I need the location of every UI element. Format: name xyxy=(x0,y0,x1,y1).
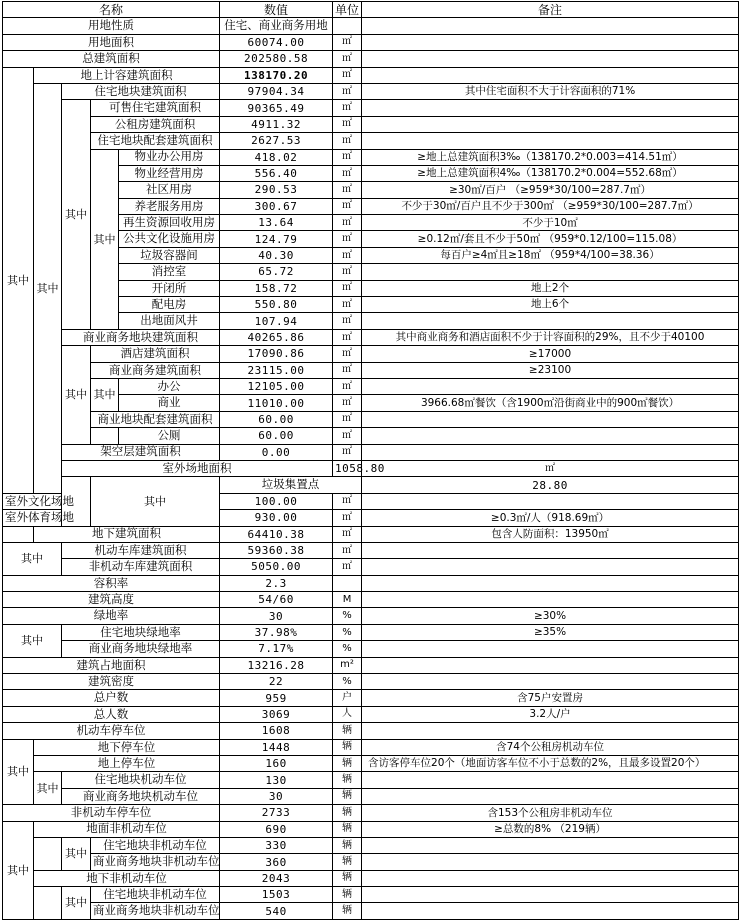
row-note xyxy=(362,444,739,460)
row-unit: ㎡ xyxy=(333,247,362,263)
row-label: 商业商务建筑面积 xyxy=(91,362,220,378)
row-label: 住宅地块绿地率 xyxy=(62,624,220,640)
row-label: 住宅地块非机动车位 xyxy=(91,887,220,903)
row-note xyxy=(362,559,739,575)
row-label: 机动车库建筑面积 xyxy=(62,542,220,558)
row-label: 商业商务地块非机动车位 xyxy=(91,854,220,870)
row-unit: 人 xyxy=(333,706,362,722)
row-value: 17090.86 xyxy=(220,346,333,362)
row-value: 130 xyxy=(220,772,333,788)
row-value: 住宅、商业商务用地 xyxy=(220,18,333,34)
row-label: 地下停车位 xyxy=(34,739,220,755)
row-label: 商业商务地块机动车位 xyxy=(62,788,220,804)
row-unit xyxy=(333,18,362,34)
row-value: 930.00 xyxy=(220,510,333,526)
row-value: 540 xyxy=(220,903,333,919)
row-value: 37.98% xyxy=(220,624,333,640)
row-unit: 辆 xyxy=(333,870,362,886)
row-value: 158.72 xyxy=(220,280,333,296)
row-label: 垃圾集置点 xyxy=(220,477,362,493)
row-note: 含153个公租房非机动车位 xyxy=(362,805,739,821)
row-note: 地上6个 xyxy=(362,297,739,313)
row-label: 社区用房 xyxy=(119,182,220,198)
row-label: 养老服务用房 xyxy=(119,198,220,214)
row-note: ≥30㎡/百户 （≥959*30/100=287.7㎡） xyxy=(362,182,739,198)
row-note xyxy=(362,903,739,919)
row-unit: M xyxy=(333,592,362,608)
row-label: 出地面风井 xyxy=(119,313,220,329)
row-label: 商业 xyxy=(119,395,220,411)
row-note: 包含人防面积：13950㎡ xyxy=(362,526,739,542)
row-value: 2.3 xyxy=(220,575,333,591)
row-value: 13216.28 xyxy=(220,657,333,673)
group-label-qizhong: 其中 xyxy=(34,83,62,493)
row-label: 酒店建筑面积 xyxy=(91,346,220,362)
table-row xyxy=(3,624,739,640)
row-unit: ㎡ xyxy=(333,231,362,247)
row-label: 建筑密度 xyxy=(3,674,220,690)
table-row xyxy=(3,559,739,575)
row-note: 含75户安置房 xyxy=(362,690,739,706)
row-unit: ㎡ xyxy=(362,460,739,476)
row-unit: ㎡ xyxy=(333,395,362,411)
table-row xyxy=(3,772,739,788)
row-unit: ㎡ xyxy=(333,411,362,427)
row-note: 不少于30㎡/百户且不少于300㎡ （≥959*30/100=287.7㎡） xyxy=(362,198,739,214)
row-value: 100.00 xyxy=(220,493,333,509)
row-value: 40.30 xyxy=(220,247,333,263)
row-unit: 辆 xyxy=(333,805,362,821)
row-note: 地上2个 xyxy=(362,280,739,296)
table-row xyxy=(3,854,739,870)
row-unit: 户 xyxy=(333,690,362,706)
table-row xyxy=(3,542,739,558)
row-value: 418.02 xyxy=(220,149,333,165)
row-unit: 辆 xyxy=(333,723,362,739)
row-value: 22 xyxy=(220,674,333,690)
table-row xyxy=(3,460,739,476)
row-note xyxy=(362,411,739,427)
group-label-qizhong: 其中 xyxy=(3,739,34,805)
table-row xyxy=(3,608,739,624)
row-note: ≥30% xyxy=(362,608,739,624)
table-row xyxy=(3,903,739,919)
row-label: 室外文化场地 xyxy=(3,493,62,509)
group-label-qizhong: 其中 xyxy=(62,100,91,329)
row-value: 0.00 xyxy=(220,444,333,460)
row-note xyxy=(362,428,739,444)
row-value: 690 xyxy=(220,821,333,837)
row-value: 7.17% xyxy=(220,641,333,657)
row-note: ≥23100 xyxy=(362,362,739,378)
table-row xyxy=(3,674,739,690)
row-unit: % xyxy=(333,674,362,690)
row-value: 1058.80 xyxy=(333,460,362,476)
row-unit: ㎡ xyxy=(333,83,362,99)
row-note xyxy=(362,657,739,673)
row-unit: ㎡ xyxy=(333,362,362,378)
row-value: 1608 xyxy=(220,723,333,739)
row-label: 公租房建筑面积 xyxy=(91,116,220,132)
row-unit: ㎡ xyxy=(333,149,362,165)
row-unit: 辆 xyxy=(333,887,362,903)
table-row xyxy=(3,788,739,804)
row-note xyxy=(362,772,739,788)
table-row xyxy=(3,526,739,542)
table-row xyxy=(3,34,739,50)
row-value: 3069 xyxy=(220,706,333,722)
row-unit: % xyxy=(333,608,362,624)
row-unit: 辆 xyxy=(333,837,362,853)
row-value: 330 xyxy=(220,837,333,853)
row-value: 138170.20 xyxy=(220,67,333,83)
row-value: 4911.32 xyxy=(220,116,333,132)
row-label: 非机动车停车位 xyxy=(3,805,220,821)
row-label: 绿地率 xyxy=(3,608,220,624)
row-note: 含74个公租房机动车位 xyxy=(362,739,739,755)
table-row xyxy=(3,346,739,362)
row-note xyxy=(362,67,739,83)
row-value: 60.00 xyxy=(220,428,333,444)
row-value: 23115.00 xyxy=(220,362,333,378)
row-value: 202580.58 xyxy=(220,51,333,67)
row-value: 65.72 xyxy=(220,264,333,280)
row-unit: ㎡ xyxy=(333,51,362,67)
row-unit: 辆 xyxy=(333,788,362,804)
row-value: 360 xyxy=(220,854,333,870)
row-note xyxy=(362,887,739,903)
row-value: 28.80 xyxy=(362,477,739,493)
row-note xyxy=(362,575,739,591)
row-label: 开闭所 xyxy=(119,280,220,296)
row-unit: ㎡ xyxy=(333,559,362,575)
row-unit: ㎡ xyxy=(333,67,362,83)
row-label: 住宅地块建筑面积 xyxy=(62,83,220,99)
group-label-qizhong: 其中 xyxy=(91,149,119,329)
row-value: 60074.00 xyxy=(220,34,333,50)
table-row xyxy=(3,329,739,345)
row-value: 290.53 xyxy=(220,182,333,198)
row-note xyxy=(362,592,739,608)
row-value: 13.64 xyxy=(220,215,333,231)
table-row xyxy=(3,100,739,116)
row-unit: ㎡ xyxy=(333,264,362,280)
row-value: 2043 xyxy=(220,870,333,886)
group-label-qizhong: 其中 xyxy=(62,837,91,870)
empty-cell xyxy=(91,428,119,444)
row-note: 含访客停车位20个（地面访客车位不小于总数的2%，且最多设置20个） xyxy=(362,755,739,771)
row-unit: 辆 xyxy=(333,739,362,755)
row-note xyxy=(362,837,739,853)
row-unit: % xyxy=(333,624,362,640)
row-unit: ㎡ xyxy=(333,493,362,509)
row-label: 商业商务地块建筑面积 xyxy=(62,329,220,345)
row-unit: ㎡ xyxy=(333,133,362,149)
row-note xyxy=(362,313,739,329)
table-row xyxy=(3,592,739,608)
row-unit: ㎡ xyxy=(333,34,362,50)
row-unit: ㎡ xyxy=(333,329,362,345)
row-value: 54/60 xyxy=(220,592,333,608)
row-unit: ㎡ xyxy=(333,100,362,116)
row-note: ≥地上总建筑面积3‰（138170.2*0.003=414.51㎡） xyxy=(362,149,739,165)
row-unit: ㎡ xyxy=(333,346,362,362)
row-unit: % xyxy=(333,641,362,657)
row-label: 用地面积 xyxy=(3,34,220,50)
row-label: 物业经营用房 xyxy=(119,165,220,181)
table-row xyxy=(3,837,739,853)
table-row xyxy=(3,116,739,132)
row-unit: 辆 xyxy=(333,821,362,837)
table-row xyxy=(3,378,739,394)
row-label: 总人数 xyxy=(3,706,220,722)
row-value: 107.94 xyxy=(220,313,333,329)
row-label: 公厕 xyxy=(119,428,220,444)
table-row xyxy=(3,755,739,771)
row-unit: 辆 xyxy=(333,772,362,788)
empty-cell xyxy=(34,837,62,870)
group-label-qizhong: 其中 xyxy=(34,772,62,805)
row-note: 其中商业商务和酒店面积不少于计容面积的29%，且不少于40100 xyxy=(362,329,739,345)
row-value: 2627.53 xyxy=(220,133,333,149)
table-row xyxy=(3,428,739,444)
row-label: 建筑占地面积 xyxy=(3,657,220,673)
table-row xyxy=(3,657,739,673)
row-label: 办公 xyxy=(119,378,220,394)
row-unit: 辆 xyxy=(333,854,362,870)
row-label: 商业商务地块绿地率 xyxy=(62,641,220,657)
table-row xyxy=(3,887,739,903)
row-value: 1448 xyxy=(220,739,333,755)
row-unit: ㎡ xyxy=(333,313,362,329)
row-value: 90365.49 xyxy=(220,100,333,116)
row-label: 住宅地块配套建筑面积 xyxy=(91,133,220,149)
row-note xyxy=(362,854,739,870)
planning-indicator-table xyxy=(2,1,739,920)
header-name: 名称 xyxy=(3,2,220,18)
row-note xyxy=(362,493,739,509)
table-row xyxy=(3,18,739,34)
row-note xyxy=(362,100,739,116)
row-unit: ㎡ xyxy=(333,165,362,181)
table-row xyxy=(3,739,739,755)
row-label: 地上停车位 xyxy=(34,755,220,771)
row-value: 300.67 xyxy=(220,198,333,214)
table-row xyxy=(3,149,739,165)
row-label: 可售住宅建筑面积 xyxy=(91,100,220,116)
row-label: 地面非机动车位 xyxy=(34,821,220,837)
table-row xyxy=(3,51,739,67)
row-label: 物业办公用房 xyxy=(119,149,220,165)
table-row xyxy=(3,641,739,657)
row-unit: ㎡ xyxy=(333,526,362,542)
row-unit: ㎡ xyxy=(333,444,362,460)
row-note xyxy=(362,116,739,132)
table-row xyxy=(3,133,739,149)
row-label: 商业地块配套建筑面积 xyxy=(91,411,220,427)
row-value: 2733 xyxy=(220,805,333,821)
row-note xyxy=(362,723,739,739)
row-value: 11010.00 xyxy=(220,395,333,411)
table-row xyxy=(3,870,739,886)
row-label: 建筑高度 xyxy=(3,592,220,608)
table-row xyxy=(3,411,739,427)
group-label-qizhong: 其中 xyxy=(62,887,91,920)
table-row xyxy=(3,444,739,460)
table-row xyxy=(3,706,739,722)
table-row xyxy=(3,575,739,591)
row-note: ≥地上总建筑面积4‰（138170.2*0.004=552.68㎡） xyxy=(362,165,739,181)
row-label: 配电房 xyxy=(119,297,220,313)
row-unit xyxy=(333,575,362,591)
group-label-qizhong: 其中 xyxy=(3,821,34,919)
row-label: 商业商务地块非机动车位 xyxy=(91,903,220,919)
row-unit: 辆 xyxy=(333,903,362,919)
group-label-qizhong: 其中 xyxy=(3,542,62,575)
row-unit: ㎡ xyxy=(333,182,362,198)
row-note: 3966.68㎡餐饮（含1900㎡沿街商业中的900㎡餐饮） xyxy=(362,395,739,411)
header-unit: 单位 xyxy=(333,2,362,18)
row-unit: ㎡ xyxy=(333,198,362,214)
row-unit: ㎡ xyxy=(333,510,362,526)
row-note xyxy=(362,641,739,657)
row-label: 地下非机动车位 xyxy=(34,870,220,886)
row-note: 3.2人/户 xyxy=(362,706,739,722)
header-note: 备注 xyxy=(362,2,739,18)
row-label: 住宅地块机动车位 xyxy=(62,772,220,788)
row-value: 124.79 xyxy=(220,231,333,247)
row-value: 556.40 xyxy=(220,165,333,181)
row-value: 40265.86 xyxy=(220,329,333,345)
row-label: 消控室 xyxy=(119,264,220,280)
row-label: 地上计容建筑面积 xyxy=(34,67,220,83)
table-row xyxy=(3,83,739,99)
row-label: 地下建筑面积 xyxy=(34,526,220,542)
row-unit: ㎡ xyxy=(333,215,362,231)
row-note: ≥17000 xyxy=(362,346,739,362)
row-value: 64410.38 xyxy=(220,526,333,542)
row-note: ≥0.12㎡/套且不少于50㎡ （959*0.12/100=115.08） xyxy=(362,231,739,247)
row-label: 垃圾容器间 xyxy=(119,247,220,263)
row-value: 59360.38 xyxy=(220,542,333,558)
row-note xyxy=(362,378,739,394)
row-value: 30 xyxy=(220,788,333,804)
row-label: 架空层建筑面积 xyxy=(62,444,220,460)
row-label: 用地性质 xyxy=(3,18,220,34)
row-value: 550.80 xyxy=(220,297,333,313)
group-label-qizhong: 其中 xyxy=(3,67,34,493)
group-label-qizhong: 其中 xyxy=(62,346,91,444)
row-note xyxy=(362,788,739,804)
row-value: 5050.00 xyxy=(220,559,333,575)
row-note xyxy=(362,542,739,558)
row-label: 住宅地块非机动车位 xyxy=(91,837,220,853)
row-value: 60.00 xyxy=(220,411,333,427)
row-unit: 辆 xyxy=(333,755,362,771)
table-row xyxy=(3,690,739,706)
row-label: 总建筑面积 xyxy=(3,51,220,67)
row-value: 12105.00 xyxy=(220,378,333,394)
row-note xyxy=(362,18,739,34)
table-row xyxy=(3,723,739,739)
empty-cell xyxy=(3,526,34,542)
group-label-qizhong: 其中 xyxy=(91,378,119,411)
row-unit: ㎡ xyxy=(333,280,362,296)
row-label: 室外场地面积 xyxy=(62,460,333,476)
row-unit: ㎡ xyxy=(333,297,362,313)
row-note xyxy=(362,264,739,280)
row-label: 机动车停车位 xyxy=(3,723,220,739)
row-unit: m² xyxy=(333,657,362,673)
row-value: 30 xyxy=(220,608,333,624)
row-label: 公共文化设施用房 xyxy=(119,231,220,247)
row-value: 97904.34 xyxy=(220,83,333,99)
row-label: 非机动车库建筑面积 xyxy=(62,559,220,575)
row-note: 每百户≥4㎡且≥18㎡ （959*4/100=38.36） xyxy=(362,247,739,263)
row-note: 不少于10㎡ xyxy=(362,215,739,231)
row-note xyxy=(362,870,739,886)
row-unit: ㎡ xyxy=(333,542,362,558)
row-label: 室外体育场地 xyxy=(3,510,62,526)
row-note xyxy=(362,674,739,690)
row-note xyxy=(362,34,739,50)
table-row xyxy=(3,821,739,837)
table-row xyxy=(3,805,739,821)
row-note: 其中住宅面积不大于计容面积的71% xyxy=(362,83,739,99)
row-note: ≥0.3㎡/人（918.69㎡） xyxy=(362,510,739,526)
empty-cell xyxy=(34,887,62,920)
row-label: 容积率 xyxy=(3,575,220,591)
row-label: 总户数 xyxy=(3,690,220,706)
row-note: ≥35% xyxy=(362,624,739,640)
row-value: 1503 xyxy=(220,887,333,903)
row-label: 再生资源回收用房 xyxy=(119,215,220,231)
row-value: 959 xyxy=(220,690,333,706)
group-label-qizhong: 其中 xyxy=(3,624,62,657)
row-note: ≥总数的8% （219辆） xyxy=(362,821,739,837)
row-value: 160 xyxy=(220,755,333,771)
row-unit: ㎡ xyxy=(333,378,362,394)
header-value: 数值 xyxy=(220,2,333,18)
row-note xyxy=(362,133,739,149)
row-note xyxy=(362,51,739,67)
row-unit: ㎡ xyxy=(333,428,362,444)
table-row xyxy=(3,67,739,83)
table-row xyxy=(3,477,739,493)
group-label-qizhong: 其中 xyxy=(91,477,220,526)
header-row xyxy=(3,2,739,18)
table-row xyxy=(3,362,739,378)
row-unit: ㎡ xyxy=(333,116,362,132)
